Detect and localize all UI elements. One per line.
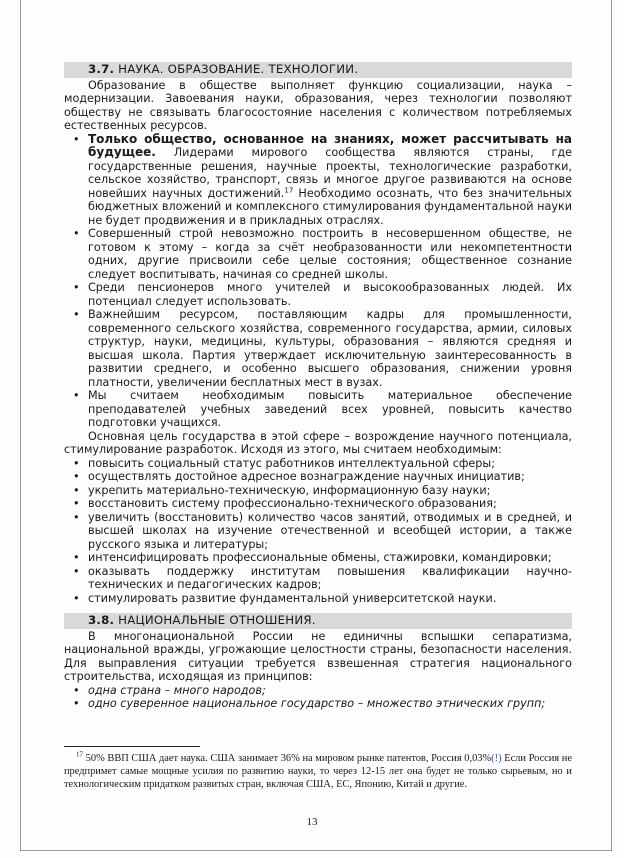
list-item-text: восстановить систему профессионально-технического образования; bbox=[88, 497, 497, 510]
list-item bbox=[64, 684, 572, 698]
list-item bbox=[64, 484, 572, 498]
bullet-icon: • bbox=[73, 683, 80, 697]
measures-list bbox=[64, 457, 572, 606]
list-item bbox=[64, 592, 572, 606]
section-intro: В многонациональной России не единичны вспышки сепаратизма, национальной вражды, угрожающие целостности страны, безопасности населения. Для выправления ситуации требуется взвешенная стратегия национального строительства, исходящая из принципов: bbox=[64, 629, 572, 683]
bullet-icon: • bbox=[73, 697, 80, 710]
list-item-text: Важнейшим ресурсом, поставляющим кадры для промышленности, современного сельского хозяйства, современного государства, армии, силовых структур, науки, медицины, культуры, образования – являются средняя и высшая школа. Партия утверждает исключительную заинтересованность в развитии среднего, и особенно высшего образования, снижении уровня платности, увеличении бесплатных мест в вузах. bbox=[88, 308, 572, 389]
section-intro: Образование в обществе выполняет функцию социализации, наука – модернизации. Завоевания науки, образования, через технологии позволяют обществу не связывать благосостояние населения с количеством потребляемых естественных ресурсов. bbox=[64, 78, 572, 132]
bullet-icon: • bbox=[73, 551, 80, 564]
list-item bbox=[64, 497, 572, 511]
section-heading-3-8 bbox=[64, 613, 572, 629]
page-number: 13 bbox=[306, 816, 318, 828]
footnote-separator bbox=[64, 746, 200, 747]
footnote-marker: 17 bbox=[76, 750, 83, 759]
list-item bbox=[64, 551, 572, 565]
principles-list bbox=[64, 684, 572, 711]
section-heading-3-7 bbox=[64, 62, 572, 78]
main-text bbox=[64, 62, 572, 711]
bold-lead-text: Только общество, основанное на знаниях, может рассчитывать на будущее. bbox=[88, 131, 572, 159]
list-item bbox=[64, 133, 572, 228]
section-title: НАЦИОНАЛЬНЫЕ ОТНОШЕНИЯ. bbox=[118, 613, 316, 627]
section-number: 3.8. bbox=[88, 613, 115, 627]
footnote-text-tail: Если Россия не предпримет самые мощные усилия по развитию науки, то через 12-15 лет она будет не только сырьевым, но и технологическим придатком развитых стран, включая США, ЕС, Японию, Китай и другие. bbox=[64, 753, 572, 790]
footnote-text: 50% ВВП США дает наука. США занимает 36% на мировом рынке патентов, Россия 0,03% bbox=[83, 753, 492, 764]
bullet-icon: • bbox=[73, 510, 80, 524]
list-item-text: стимулировать развитие фундаментальной университетской науки. bbox=[88, 591, 497, 605]
bullet-icon: • bbox=[73, 497, 80, 510]
list-item bbox=[64, 457, 572, 471]
list-item bbox=[64, 308, 572, 389]
list-item-text: осуществлять достойное адресное вознаграждение научных инициатив; bbox=[88, 470, 525, 483]
section-gap bbox=[64, 605, 572, 613]
list-item-text: укрепить материально-техническую, информационную базу науки; bbox=[88, 483, 491, 497]
list-item-text: интенсифицировать профессиональные обмены, стажировки, командировки; bbox=[88, 551, 552, 564]
list-item-text-tail: Необходимо осознать, что без значительных бюджетных вложений и комплексного стимулирования фундаментальной науки не будет продвижения и в прикладных отраслях. bbox=[88, 186, 572, 227]
bullet-icon: • bbox=[73, 227, 80, 240]
list-item bbox=[64, 697, 572, 711]
page-border-bottom bbox=[20, 850, 612, 851]
list-item-text: оказывать поддержку институтам повышения квалификации научно-технических и педагогических кадров; bbox=[88, 564, 572, 591]
list-item-text: увеличить (восстановить) количество часов занятий, отводимых и в средней, и высшей школах на изучение отечественной и всеобщей истории, а также русского языка и литературы; bbox=[88, 510, 572, 551]
bullet-icon: • bbox=[73, 389, 80, 402]
list-item-text: Мы считаем необходимым повысить материальное обеспечение преподавателей учебных заведений всех уровней, повысить качество подготовки учащихся. bbox=[88, 389, 572, 429]
bullet-icon: • bbox=[73, 456, 80, 470]
bullet-icon: • bbox=[73, 308, 80, 321]
bullet-icon: • bbox=[73, 483, 80, 497]
goal-paragraph: Основная цель государства в этой сфере – возрождение научного потенциала, стимулирование разработок. Исходя из этого, мы считаем необходимым: bbox=[64, 429, 572, 456]
page-border-right bbox=[611, 0, 612, 850]
bullet-icon: • bbox=[73, 281, 80, 294]
list-item bbox=[64, 389, 572, 430]
bullet-icon: • bbox=[73, 591, 80, 605]
list-item-text: повысить социальный статус работников интеллектуальной сферы; bbox=[88, 456, 496, 470]
list-item-text: Среди пенсионеров много учителей и высокообразованных людей. Их потенциал следует использовать. bbox=[88, 281, 572, 308]
list-item bbox=[64, 470, 572, 484]
bullet-icon: • bbox=[73, 470, 80, 483]
section-title: НАУКА. ОБРАЗОВАНИЕ. ТЕХНОЛОГИИ. bbox=[118, 62, 359, 76]
section-number: 3.7. bbox=[88, 62, 115, 76]
bullet-icon: • bbox=[73, 564, 80, 578]
footnote bbox=[64, 752, 572, 791]
list-item-text: одна страна – много народов; bbox=[88, 683, 266, 697]
bullet-icon: • bbox=[73, 132, 80, 146]
list-item-text: Совершенный строй невозможно построить в несовершенном обществе, не готовом к этому – когда за счёт необразованности или некомпетентности одних, другие присвоили себе целые состояния; общественное сознание следует воспитывать, начиная со средней школы. bbox=[88, 227, 572, 281]
list-item bbox=[64, 565, 572, 592]
list-item bbox=[64, 281, 572, 308]
bullet-list-science bbox=[64, 133, 572, 430]
page-border-left bbox=[20, 0, 21, 850]
footnote-ref[interactable]: 17 bbox=[284, 185, 294, 194]
list-item-text: Лидерами мирового сообщества являются страны, где государственные решения, научные проекты, технологические разработки, сельское хозяйство, транспорт, связь и многое другое развиваются на основе новейших научных достижений. bbox=[88, 146, 572, 200]
list-item-text: одно суверенное национальное государство – множество этнических групп; bbox=[88, 697, 546, 710]
list-item bbox=[64, 511, 572, 552]
footnote-highlight: (!) bbox=[491, 753, 502, 764]
list-item bbox=[64, 227, 572, 281]
